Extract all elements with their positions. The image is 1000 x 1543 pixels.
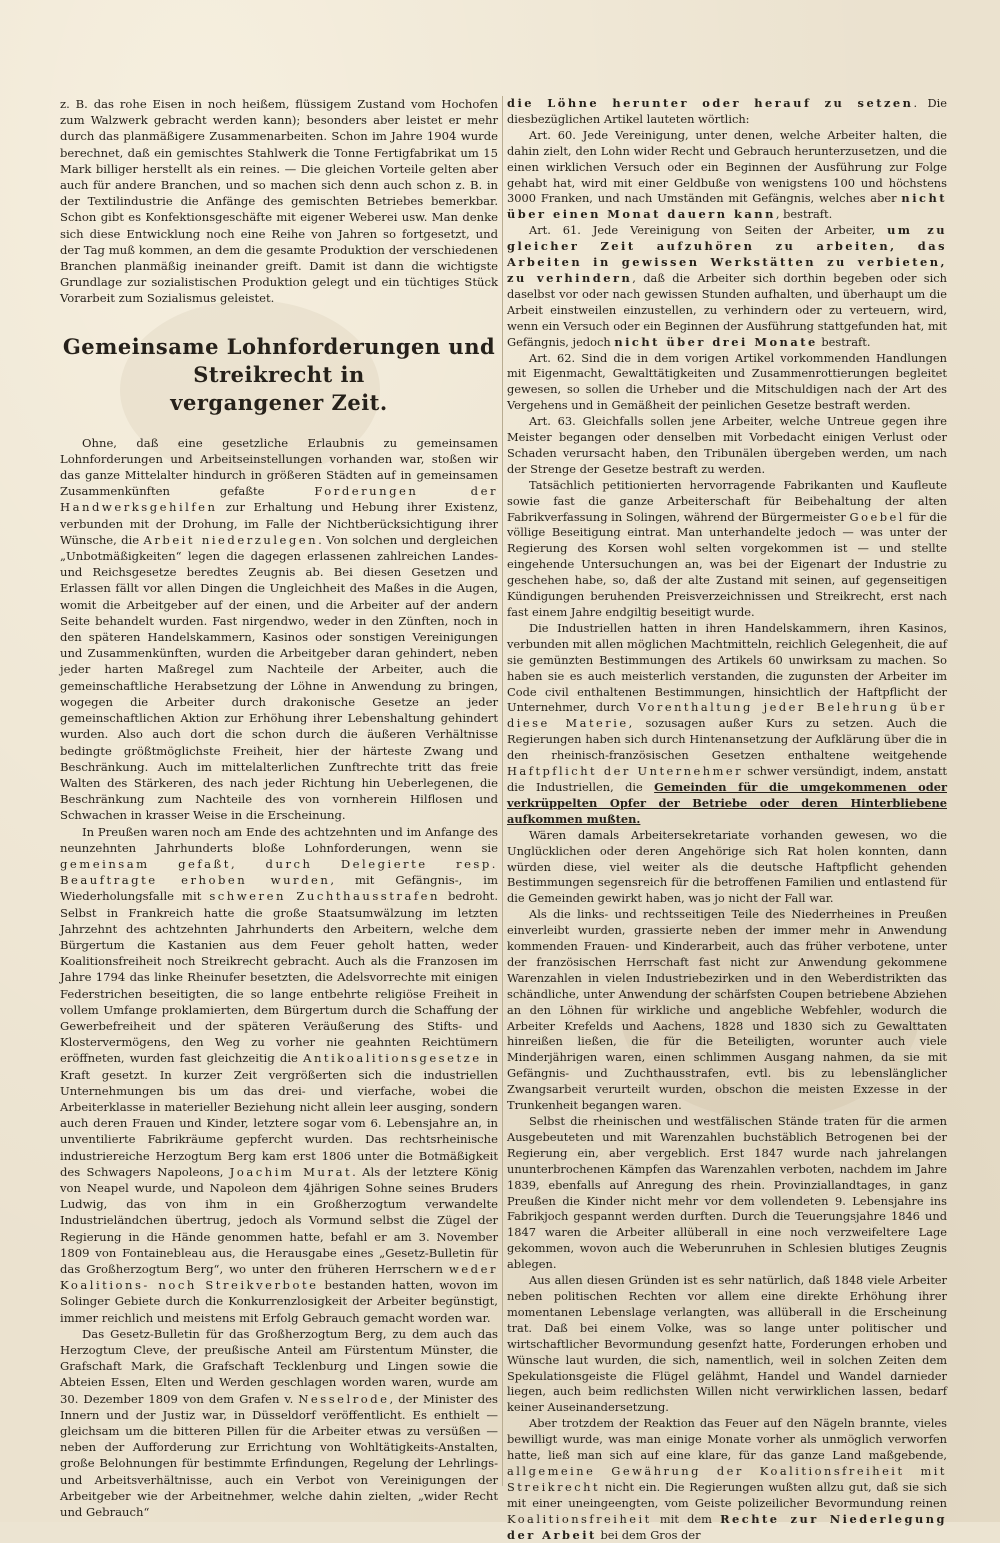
paragraph: Das Gesetz-Bulletin für das Großherzogtum Berg, zu dem auch das Herzogtum Cleve, der preußische Anteil am Fürstentum Münster, die Grafschaft Mark, die Grafschaft Tecklenburg und Lingen sowie die Abteien Essen, Elten und Werden geschlagen worden waren, wurde am 30. Dezember 1809 von dem Grafen v. Nesselrode, der Minister des Innern und der Justiz war, in Düsseldorf veröffentlicht. Es enthielt — gleichsam um die bitteren Pillen für die Arbeiter etwas zu versüßen — neben der Aufforderung zur Errichtung von Wohltätigkeits-Anstalten, große Belohnungen für bestimmte Erfindungen, Regelung der Lehrlings- und Arbeitsverhältnisse, auch ein Verbot von Vereinigungen der Arbeitgeber wie der Arbeitnehmer, welche dahin zielten, „wider Recht und Gebrauch“ [60,1326,498,1520]
paragraph: Aber trotzdem der Reaktion das Feuer auf den Nägeln brannte, vieles bewilligt wurde, was man einige Monate vorher als unmöglich verworfen hatte, ließ man sich auf eine klare, für das ganze Land maßgebende, allgemeine Gewährung der Koalitionsfreiheit mit Streikrecht nicht ein. Die Regierungen wußten allzu gut, daß sie sich mit einer uneingeengten, vom Geiste polizeilicher Bevormundung reinen Koalitionsfreiheit mit dem Rechte zur Niederlegung der Arbeit bei dem Gros der [507,1416,948,1542]
paragraph: die Löhne herunter oder herauf zu setzen. Die diesbezüglichen Artikel lauteten wörtlich: [507,96,947,126]
column-divider [502,96,503,1486]
paragraph: Als die links- und rechtsseitigen Teile des Niederrheines in Preußen einverleibt wurden, grassierte neben der immer mehr in Anwendung kommenden Frauen- und Kinderarbeit, auch das früher verbotene, unter der französischen Herrschaft fast nicht zur Anwendung gekommene Warenzahlen in vielen Industriebezirken und in den Weberdistrikten das schändliche, unter Anwendung der schärfsten Coupen betriebene Abziehen an den Löhnen für wirkliche und angebliche Webfehler, wodurch die Arbeiter Krefelds und Aachens, 1828 und 1830 sich zu Gewalttaten hinreißen ließen, die für die Beteiligten, worunter auch viele Minderjährigen waren, einen schlimmen Ausgang nahmen, da sie mit Gefängnis- und Zuchthausstrafen, evtl. bis zu lebenslänglicher Zwangsarbeit verurteilt wurden, obschon die meisten Exzesse in der Trunkenheit begangen waren. [507,907,947,1113]
article-62: Art. 62. Sind die in dem vorigen Artikel vorkommenden Handlungen mit Eigenmacht, Gewalttätigkeiten und Zusammenrottierungen begleitet gewesen, so sollen die Urheber und die Mitschuldigen nach der Art des Vergehens und in Gemäßheit der peinlichen Gesetze bestraft werden. [507,350,947,413]
right-column [507,96,948,1542]
paragraph: Die Industriellen hatten in ihren Handelskammern, ihren Kasinos, verbunden mit allen möglichen Machtmitteln, reichlich Gelegenheit, die auf sie gemünzten Bestimmungen des Artikels 60 unwirksam zu machen. So haben sie es auch meisterlich verstanden, die zugunsten der Arbeiter im Code civil enthaltenen Bestimmungen, hinsichtlich der Haftpflicht der Unternehmer, durch Vorenthaltung jeder Belehrung über diese Materie, sozusagen außer Kurs zu setzen. Auch die Regierungen haben sich durch Hintenansetzung der Aufklärung über die in den rheinisch-französischen Gesetzen enthaltene weitgehende Haftpflicht der Unternehmer schwer versündigt, indem, anstatt die Industriellen, die Gemeinden für die umgekommenen oder verkrüppelten Opfer der Betriebe oder deren Hinterbliebene aufkommen mußten. [507,620,947,826]
heading-line-2: vergangener Zeit. [170,389,388,415]
article-heading [60,333,498,417]
paragraph: In Preußen waren noch am Ende des achtzehnten und im Anfange des neunzehnten Jahrhunderts bloße Lohnforderungen, wenn sie gemeinsam gefaßt, durch Delegierte resp. Beauftragte erhoben wurden, mit Gefängnis-, im Wiederholungsfalle mit schweren Zuchthausstrafen bedroht. Selbst in Frankreich hatte die große Staatsumwälzung im letzten Jahrzehnt des achtzehnten Jahrhunderts den Arbeitern, welche dem Bürgertum die Kastanien aus dem Feuer geholt hatten, weder Koalitionsfreiheit noch Streikrecht gebracht. Auch als die Franzosen im Jahre 1794 das linke Rheinufer besetzten, die Adelsvorrechte mit einigen Federstrichen beseitigten, die so lange entbehrte religiöse Freiheit in vollem Umfange proklamierten, dem Bürgertum durch die Schaffung der Gewerbefreiheit und der späteren Veräußerung des Stifts- und Klostervermögens, den Weg zu vorher nie geahnten Reichtümern eröffneten, wurden fast gleichzeitig die Antikoalitionsgesetze in Kraft gesetzt. In kurzer Zeit vergrößerten sich die industriellen Unternehmungen bis um das drei- und vierfache, wobei die Arbeiterklasse in materieller Beziehung nicht allein leer ausging, sondern auch deren Frauen und Kinder, letztere sogar vom 6. Lebensjahre an, in unventilierte Fabrikräume gepfercht wurden. Das rechtsrheinische industriereiche Herzogtum Berg kam erst 1806 unter die Botmäßigkeit des Schwagers Napoleons, Joachim Murat. Als der letztere König von Neapel wurde, und Napoleon dem 4jährigen Sohne seines Bruders Ludwig, das von ihm in ein Großherzogtum verwandelte Industrieländchen übertrug, jedoch als Vormund selbst die Zügel der Regierung in die Hände genommen hatte, befahl er am 3. November 1809 von Fontainebleau aus, die Herausgabe eines „Gesetz-Bulletin für das Großherzogtum Berg“, wo unter den früheren Herrschern weder Koalitions- noch Streikverbote bestanden hatten, wovon im Solinger Gebiete durch die Konkurrenzlosigkeit der Arbeiter begünstigt, immer reichlich und meistens mit Erfolg Gebrauch gemacht worden war. [60,824,499,1325]
spaced-emphasis: Goebel [849,509,905,524]
paragraph: Tatsächlich petitionierten hervorragende Fabrikanten und Kaufleute sowie fast die ganze Arbeiterschaft für Beibehaltung der alten Fabrikverfassung in Solingen, während der Bürgermeister Goebel für die völlige Beseitigung eintrat. Man unterhandelte jedoch — was unter der Regierung des Korsen wohl selten vorgekommen ist — und stellte eingehende Untersuchungen an, was bei der Eigenart der Industrie zu geschehen habe, so, daß der alte Zustand mit seinen, auf gegenseitigen Kündigungen beruhenden Preisverzeichnissen und Streikrecht, erst nach fast einem Jahre endgiltig beseitigt wurde. [507,477,947,619]
paragraph: Selbst die rheinischen und westfälischen Stände traten für die armen Ausgebeuteten und mit Warenzahlen buchstäblich Betrogenen bei der Regierung ein, aber vergeblich. Erst 1847 wurde nach jahrelangen ununterbrochenen Kämpfen das Warenzahlen verboten, nachdem im Jahre 1839, ebenfalls auf Anregung des rhein. Provinziallandtages, in ganz Preußen die Kinder nicht mehr vor dem vollendeten 9. Lebensjahre ins Fabrikjoch gespannt werden durften. Durch die Teuerungsjahre 1846 und 1847 waren die Arbeiter allüberall in eine noch verzweifeltere Lage gekommen, wovon auch die Weberunruhen in Schlesien blutiges Zeugnis ablegen. [507,1114,947,1272]
spaced-emphasis: die Löhne herunter oder herauf zu setzen [507,96,914,110]
spaced-emphasis: nicht über drei Monate [614,334,818,349]
heading-line-1: Gemeinsame Lohnforderungen und Streikrecht in [62,333,496,387]
spaced-emphasis: Joachim Murat [229,1164,353,1179]
spaced-emphasis: Vorenthaltung jeder Belehrung über diese Materie [507,700,947,731]
intro-paragraph: z. B. das rohe Eisen in noch heißem, flüssigem Zustand vom Hochofen zum Walzwerk gebracht werden kann); besonders aber leistet er mehr durch das planmäßigere Zusammenarbeiten. Schon im Jahre 1904 wurde berechnet, daß ein gemischtes Stahlwerk die Tonne Fertigfabrikat um 15 Mark billiger herstellt als ein reines. — Die gleichen Vorteile gelten aber auch für andere Branchen, und so machen sich denn auch schon z. B. in der Textilindustrie die Anfänge des gemischten Betriebes bemerkbar. Schon gibt es Konfektionsgeschäfte mit eigener Weberei usw. Man denke sich diese Entwicklung noch eine Reihe von Jahren so fortgesetzt, und der Tag muß kommen, an dem die gesamte Produktion der verschiedenen Branchen planmäßig ineinander greift. Damit ist dann die wichtigste Grundlage zur sozialistischen Produktion gelegt und ein tüchtiges Stück Vorarbeit zum Sozialismus geleistet. [60,97,498,306]
spaced-emphasis: Koalitionsfreiheit [507,1511,652,1526]
spaced-emphasis: nicht über einen Monat dauern kann [507,191,947,222]
spaced-emphasis: Nesselrode [298,1391,390,1406]
spaced-emphasis: um zu gleicher Zeit aufzuhören zu arbeiten, das Arbeiten in gewissen Werkstätten zu verbieten, zu verhindern [507,223,947,285]
spaced-emphasis: Rechte zur Niederlegung der Arbeit [507,1511,948,1542]
spaced-emphasis: schweren Zuchthausstrafen [209,889,440,904]
article-60: Art. 60. Jede Vereinigung, unter denen, welche Arbeiter halten, die dahin zielt, den Lohn wider Recht und Gebrauch herunterzusetzen, und die einen wirklichen Versuch oder ein Beginnen der Ausführung zur Folge gehabt hat, wird mit einer Geldbuße von wenigstens 100 und höchstens 3000 Franken, und nach Umständen mit Gefängnis, welches aber nicht über einen Monat dauern kann, bestraft. [507,127,947,222]
spaced-emphasis: weder Koalitions- noch Streikverbote [60,1262,498,1293]
left-column [60,96,499,1520]
article-61: Art. 61. Jede Vereinigung von Seiten der Arbeiter, um zu gleicher Zeit aufzuhören zu arbeiten, das Arbeiten in gewissen Werkstätten zu verbieten, zu verhindern, daß die Arbeiter sich dorthin begeben oder sich daselbst vor oder nach gewissen Stunden aufhalten, und überhaupt um die Arbeit einstweilen einzustellen, zu verhindern oder zu verteuern, wird, wenn ein Versuch oder ein Beginnen der Ausführung stattgefunden hat, mit Gefängnis, jedoch nicht über drei Monate bestraft. [507,223,948,349]
spaced-emphasis: Antikoalitionsgesetze [303,1051,482,1066]
spaced-emphasis: gemeinsam gefaßt, durch Delegierte resp. Beauftragte erhoben wurden [60,856,498,888]
spaced-emphasis: allgemeine Gewährung der Koalitionsfreiheit mit Streikrecht [507,1463,947,1494]
paragraph: Aus allen diesen Gründen ist es sehr natürlich, daß 1848 viele Arbeiter neben politischen Rechten vor allem eine direkte Erhöhung ihrer momentanen Lebenslage verlangten, was allüberall in die Erscheinung trat. Daß bei einem Volke, was so lange unter politischer und wirtschaftlicher Bevormundung gesenfzt hatte, Forderungen erhoben und Wünsche laut wurden, die sich, namentlich, weil in solchen Zeiten dem Spekulationsgeiste die Flügel gelähmt, Handel und Wandel darnieder liegen, auch beim redlichsten Willen nicht verwirklichen lassen, bedarf keiner Auseinandersetzung. [507,1273,947,1415]
spaced-emphasis: Haftpflicht der Unternehmer [507,764,744,779]
paragraph: Ohne, daß eine gesetzliche Erlaubnis zu gemeinsamen Lohnforderungen und Arbeitseinstellungen vorhanden war, stoßen wir das ganze Mittelalter hindurch in größeren Städten auf in gemeinsamen Zusammenkünften gefaßte Forderungen der Handwerksgehilfen zur Erhaltung und Hebung ihrer Existenz, verbunden mit der Drohung, im Falle der Nichtberücksichtigung ihrer Wünsche, die Arbeit niederzulegen. Von solchen und dergleichen „Unbotmäßigkeiten“ legen die dagegen erlassenen zahlreichen Landes- und Reichsgesetze beredtes Zeugnis ab. Bei diesen Gesetzen und Erlassen fällt vor allen Dingen die Ungleichheit des Maßes in die Augen, womit die Arbeitgeber auf der einen, und die Arbeiter auf der andern Seite behandelt wurden. Fast nirgendwo, weder in den Zünften, noch in den späteren Handelskammern, Kasinos oder sonstigen Vereinigungen und Zusammenkünften, wurden die Arbeitgeber daran gehindert, neben jeder harten Maßregel zum Nachteile der Arbeiter, auch die gemeinschaftliche Herabsetzung der Löhne in Anwendung zu bringen, wogegen die Arbeiter durch drakonische Gesetze an jeder gemeinschaftlichen Aktion zur Erhöhung ihrer Lebenshaltung gehindert wurden. Also auch dort die schon durch die äußeren Verhältnisse bedingte größtmöglichste Freiheit, hier der härteste Zwang und Beschränkung. Auch im mittelalterlichen Zunftrechte tritt das freie Walten des Stärkeren, des nach jeder Richtung hin Ueberlegenen, die Beschränkung zum Nachteile des von vornherein Hilflosen und Schwachen in krasser Weise in die Erscheinung. [60,435,499,823]
bold-emphasis: Gemeinden für die umgekommenen oder verkrüppelten Opfer der Betriebe oder deren Hinterbliebene aufkommen mußten. [507,779,947,826]
paragraph: Wären damals Arbeitersekretariate vorhanden gewesen, wo die Unglücklichen oder deren Angehörige sich Rat holen konnten, dann würden diese, viel weiter als die deutsche Haftpflicht gehenden Bestimmungen segensreich für die betroffenen Familien und entlastend für die Gemeinden gewirkt haben, was jo nicht der Fall war. [507,827,947,906]
spaced-emphasis: Forderungen der Handwerksgehilfen [60,484,499,515]
article-63: Art. 63. Gleichfalls sollen jene Arbeiter, welche Untreue gegen ihre Meister begangen oder denselben mit Vorbedacht einigen Verlust oder Schaden verursacht haben, den Tribunälen übergeben werden, um nach der Strenge der Gesetze bestraft zu werden. [507,414,947,476]
spaced-emphasis: Arbeit niederzulegen [143,532,319,547]
